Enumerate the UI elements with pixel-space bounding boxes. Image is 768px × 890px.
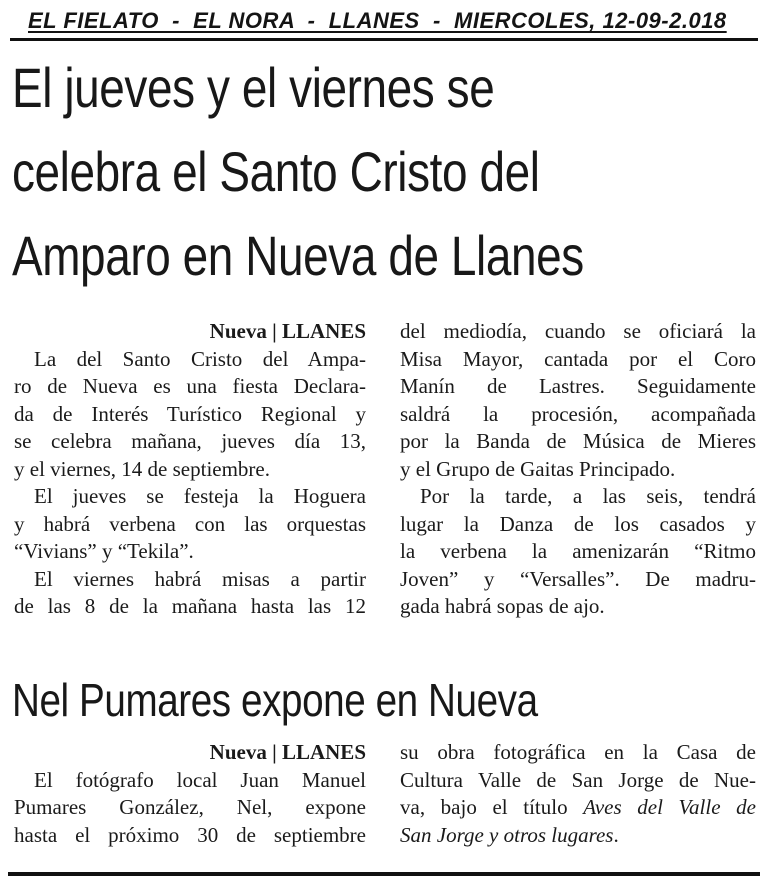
body-line: La del Santo Cristo del Ampa- bbox=[34, 346, 366, 371]
body-line: saldrá la procesión, acompañada bbox=[400, 401, 756, 426]
body-line: “Vivians” y “Tekila”. bbox=[14, 539, 194, 563]
body-line: Misa Mayor, cantada por el Coro bbox=[400, 346, 756, 371]
article1-column-2 bbox=[400, 318, 756, 621]
body-line: y el viernes, 14 de septiembre. bbox=[14, 456, 270, 481]
article1-dateline: Nueva | LLANES bbox=[209, 319, 366, 343]
article2-headline: Nel Pumares expone en Nueva bbox=[12, 674, 538, 726]
body-line: Joven” y “Versalles”. De madru- bbox=[400, 566, 756, 591]
masthead bbox=[10, 4, 758, 41]
body-line: lugar la Danza de los casados y bbox=[400, 511, 756, 536]
article1-headline-line: Amparo en Nueva de Llanes bbox=[12, 224, 584, 287]
body-line: la verbena la amenizarán “Ritmo bbox=[400, 539, 756, 563]
body-line: gada habrá sopas de ajo. bbox=[400, 594, 605, 618]
body-line: Pumares González, Nel, expone bbox=[14, 795, 366, 819]
body-line: El viernes habrá misas a partir bbox=[34, 566, 366, 591]
body-line bbox=[400, 794, 756, 822]
body-line: ro de Nueva es una fiesta Declara- bbox=[14, 374, 366, 398]
article1-headline-line: celebra el Santo Cristo del bbox=[12, 140, 540, 203]
article2-dateline: Nueva | LLANES bbox=[209, 740, 366, 764]
article1-headline-line: El jueves y el viernes se bbox=[12, 56, 495, 119]
article2-column-1 bbox=[14, 739, 366, 849]
bottom-rule bbox=[8, 872, 760, 876]
body-line: Por la tarde, a las seis, tendrá bbox=[420, 484, 756, 508]
body-line: Cultura Valle de San Jorge de Nue- bbox=[400, 767, 756, 792]
body-line: por la Banda de Música de Mieres bbox=[400, 429, 756, 453]
body-line: Manín de Lastres. Seguidamente bbox=[400, 374, 756, 398]
body-line: El fotógrafo local Juan Manuel bbox=[34, 767, 366, 792]
body-line: su obra fotográfica en la Casa de bbox=[400, 740, 756, 764]
body-line: El jueves se festeja la Hoguera bbox=[34, 484, 366, 508]
body-line: da de Interés Turístico Regional y bbox=[14, 401, 366, 426]
masthead-text: EL FIELATO - EL NORA - LLANES - MIERCOLES, 12-09-2.018 bbox=[28, 8, 727, 33]
body-line: y el Grupo de Gaitas Principado. bbox=[400, 456, 676, 481]
body-text: . bbox=[613, 822, 619, 847]
article1-column-1 bbox=[14, 318, 366, 621]
body-line: de las 8 de la mañana hasta las 12 bbox=[14, 594, 366, 618]
exhibition-title: San Jorge y otros lugares bbox=[400, 822, 614, 847]
exhibition-title: Aves del Valle de bbox=[583, 795, 756, 819]
body-line: se celebra mañana, jueves día 13, bbox=[14, 429, 366, 453]
body-line: y habrá verbena con las orquestas bbox=[14, 511, 366, 536]
article1-headline bbox=[12, 46, 758, 298]
article2-column-2 bbox=[400, 739, 756, 849]
body-line: del mediodía, cuando se oficiará la bbox=[400, 319, 756, 343]
body-line bbox=[400, 822, 756, 850]
body-line: hasta el próximo 30 de septiembre bbox=[14, 822, 366, 847]
body-text: va, bajo el título bbox=[400, 795, 584, 819]
